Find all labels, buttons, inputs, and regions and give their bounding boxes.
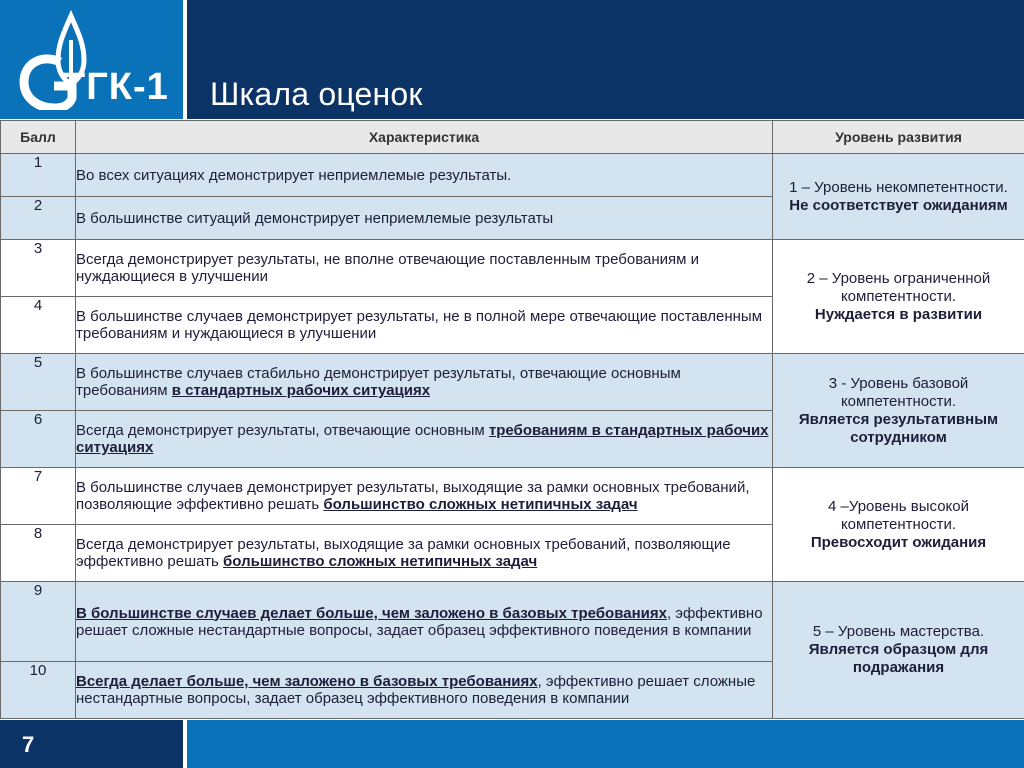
score-cell: 6 bbox=[1, 411, 76, 468]
description-cell bbox=[76, 354, 773, 411]
score-cell: 3 bbox=[1, 240, 76, 297]
emphasized-text: в стандартных рабочих ситуациях bbox=[171, 382, 431, 399]
emphasized-text: В большинстве случаев делает больше, чем заложено в базовых требованиях bbox=[76, 604, 667, 622]
table-row bbox=[1, 240, 1024, 297]
description-text: , эффективно решает сложные нестандартные вопросы, задает образец эффективного поведения в компании bbox=[76, 673, 756, 707]
rating-scale-table bbox=[0, 120, 1024, 719]
level-title: 5 – Уровень мастерства. bbox=[812, 623, 985, 640]
emphasized-text: Всегда делает больше, чем заложено в базовых требованиях bbox=[76, 673, 538, 690]
level-cell bbox=[773, 582, 1024, 719]
description-cell bbox=[76, 662, 773, 719]
column-header-score: Балл bbox=[1, 121, 76, 154]
description-cell bbox=[76, 525, 773, 582]
description-text: Всегда демонстрирует результаты, отвечающие основным bbox=[76, 422, 489, 439]
emphasized-text: большинство сложных нетипичных задач bbox=[323, 496, 638, 513]
score-cell: 8 bbox=[1, 525, 76, 582]
score-cell: 10 bbox=[1, 662, 76, 719]
level-title: 4 –Уровень высокой компетентности. bbox=[827, 497, 969, 533]
description-text: , эффективно решает сложные нестандартные вопросы, задает образец эффективного поведения в компании bbox=[76, 604, 763, 639]
page-number: 7 bbox=[22, 732, 35, 757]
description-cell bbox=[76, 468, 773, 525]
level-verdict: Нуждается в развитии bbox=[814, 305, 983, 323]
level-cell bbox=[773, 240, 1024, 354]
column-header-level: Уровень развития bbox=[773, 121, 1024, 154]
description-text: Всегда демонстрирует результаты, выходящие за рамки основных требований, позволяющие эффективно решать bbox=[76, 536, 731, 570]
table-row bbox=[1, 468, 1024, 525]
level-cell bbox=[773, 154, 1024, 240]
page-title: Шкала оценок bbox=[210, 76, 423, 112]
logo-area bbox=[0, 0, 183, 119]
emphasized-text: требованиям в стандартных рабочих ситуациях bbox=[76, 422, 769, 456]
level-verdict: Является результативным сотрудником bbox=[798, 410, 999, 446]
score-cell: 5 bbox=[1, 354, 76, 411]
score-cell: 7 bbox=[1, 468, 76, 525]
score-cell: 9 bbox=[1, 582, 76, 662]
table-row bbox=[1, 582, 1024, 662]
level-verdict: Не соответствует ожиданиям bbox=[789, 196, 1008, 214]
level-cell bbox=[773, 468, 1024, 582]
description-cell bbox=[76, 297, 773, 354]
score-cell: 2 bbox=[1, 197, 76, 240]
description-text: Всегда демонстрирует результаты, не вполне отвечающие поставленным требованиям и нуждающиеся в улучшении bbox=[76, 251, 700, 285]
description-text: Во всех ситуациях демонстрирует неприемлемые результаты. bbox=[76, 166, 512, 184]
footer-bar bbox=[187, 720, 1024, 768]
description-text: В большинстве случаев демонстрирует результаты, выходящие за рамки основных требований, позволяющие эффективно решать bbox=[76, 479, 750, 513]
table-row bbox=[1, 154, 1024, 197]
description-cell bbox=[76, 197, 773, 240]
description-cell bbox=[76, 582, 773, 662]
emphasized-text: большинство сложных нетипичных задач bbox=[223, 553, 538, 570]
logo-text: ТГК-1 bbox=[62, 66, 169, 108]
description-cell bbox=[76, 411, 773, 468]
score-cell: 1 bbox=[1, 154, 76, 197]
level-verdict: Является образцом для подражания bbox=[808, 641, 989, 676]
description-cell bbox=[76, 154, 773, 197]
description-cell bbox=[76, 240, 773, 297]
level-cell bbox=[773, 354, 1024, 468]
column-header-characteristic: Характеристика bbox=[76, 121, 773, 154]
score-cell: 4 bbox=[1, 297, 76, 354]
description-text: В большинстве ситуаций демонстрирует неприемлемые результаты bbox=[76, 209, 554, 227]
table-header-row bbox=[1, 121, 1024, 154]
level-verdict: Превосходит ожидания bbox=[810, 533, 987, 551]
level-title: 2 – Уровень ограниченной компетентности. bbox=[806, 269, 991, 305]
level-title: 3 - Уровень базовой компетентности. bbox=[828, 374, 969, 410]
description-text: В большинстве случаев демонстрирует результаты, не в полной мере отвечающие поставленным требованиям и нуждающиеся в улучшении bbox=[76, 308, 763, 342]
table-row bbox=[1, 354, 1024, 411]
level-title: 1 – Уровень некомпетентности. bbox=[789, 178, 1008, 196]
description-text: В большинстве случаев стабильно демонстрирует результаты, отвечающие основным требованиям bbox=[76, 365, 681, 399]
